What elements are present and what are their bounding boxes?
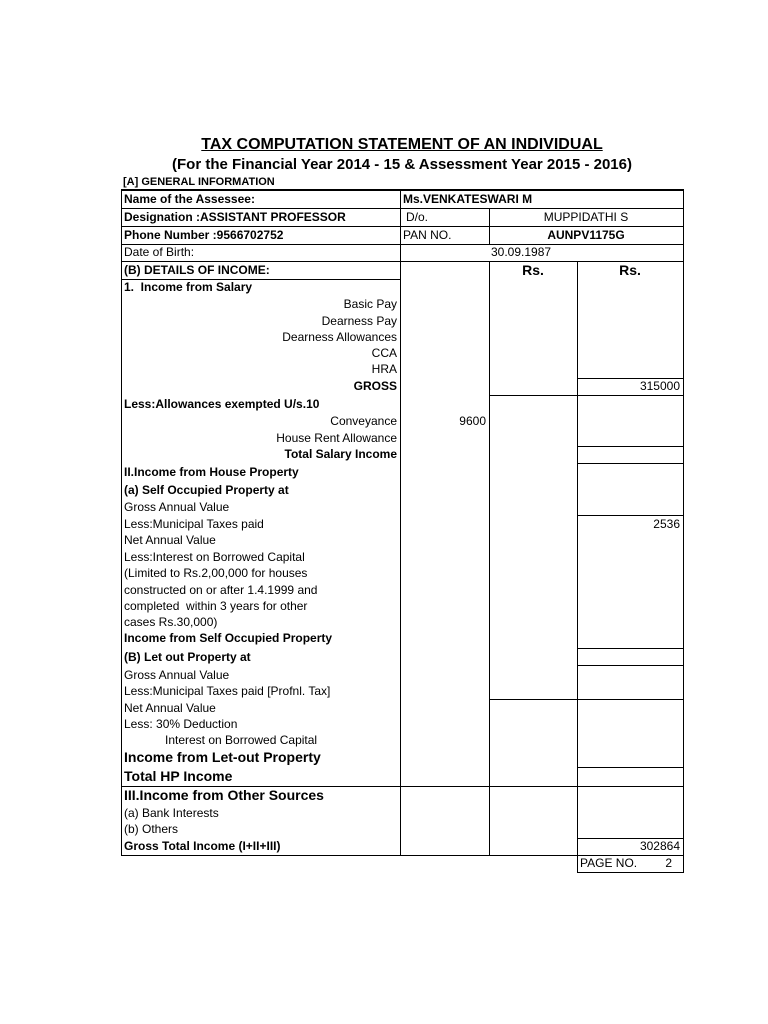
row-total-salary-income: Total Salary Income	[284, 447, 397, 461]
table-rule	[577, 872, 684, 873]
table-rule	[121, 189, 122, 856]
row-gross-annual-value: Gross Annual Value	[124, 500, 230, 514]
row-let-out-property: (B) Let out Property at	[124, 650, 251, 664]
row-note-line-2: constructed on or after 1.4.1999 and	[124, 583, 318, 597]
row-house-rent-allowance: House Rent Allowance	[276, 431, 397, 445]
row-note-line-3: completed within 3 years for other	[124, 599, 308, 613]
row-income-from-salary: 1. Income from Salary	[124, 280, 253, 294]
row-note-line-1: (Limited to Rs.2,00,000 for houses	[124, 566, 308, 580]
row-income-from-house-property: II.Income from House Property	[124, 465, 299, 479]
col3-header: Rs.	[522, 262, 544, 278]
row-let-out-gross-annual-value: Gross Annual Value	[124, 668, 230, 682]
relation-value: MUPPIDATHI S	[543, 210, 629, 224]
table-rule	[577, 463, 683, 464]
table-rule	[577, 767, 683, 768]
row-conveyance: Conveyance	[330, 414, 397, 428]
row-self-occupied-property: (a) Self Occupied Property at	[124, 483, 289, 497]
row-basic-pay: Basic Pay	[343, 297, 397, 311]
row-gross: GROSS	[353, 379, 397, 393]
table-rule	[489, 395, 683, 396]
table-rule	[683, 189, 684, 856]
gross-total-income-amount: 302864	[639, 839, 680, 853]
assessee-name-label: Name of the Assessee:	[124, 192, 255, 206]
table-rule	[577, 648, 683, 649]
page-title: TAX COMPUTATION STATEMENT OF AN INDIVIDUAL	[201, 136, 603, 153]
table-rule	[489, 261, 490, 856]
row-net-annual-value: Net Annual Value	[124, 533, 216, 547]
row-let-out-interest: Interest on Borrowed Capital	[165, 733, 318, 747]
designation: Designation :ASSISTANT PROFESSOR	[124, 210, 346, 224]
table-rule	[121, 244, 684, 245]
row-less-municipal-taxes: Less:Municipal Taxes paid	[124, 517, 264, 531]
phone-number: Phone Number :9566702752	[124, 228, 284, 242]
table-rule	[577, 665, 683, 666]
row-let-out-net-annual-value: Net Annual Value	[124, 701, 216, 715]
municipal-taxes-amount: 2536	[653, 517, 680, 531]
dob-label: Date of Birth:	[124, 245, 195, 259]
assessee-name-value: Ms.VENKATESWARI M	[403, 192, 533, 206]
pan-value: AUNPV1175G	[547, 228, 625, 242]
row-income-other-sources: III.Income from Other Sources	[124, 787, 324, 803]
relation-label: D/o.	[406, 210, 429, 224]
row-note-line-4: cases Rs.30,000)	[124, 615, 218, 629]
row-less-30-deduction: Less: 30% Deduction	[124, 717, 238, 731]
page-subtitle: (For the Financial Year 2014 - 15 & Assessment Year 2015 - 2016)	[172, 156, 632, 173]
row-dearness-pay: Dearness Pay	[321, 314, 397, 328]
row-total-hp-income: Total HP Income	[124, 768, 233, 784]
col4-header: Rs.	[619, 262, 641, 278]
table-rule	[683, 855, 684, 873]
row-gross-total-income: Gross Total Income (I+II+III)	[124, 839, 281, 853]
row-income-self-occupied: Income from Self Occupied Property	[124, 631, 333, 645]
table-rule	[400, 189, 401, 856]
row-bank-interests: (a) Bank Interests	[124, 806, 219, 820]
dob-value: 30.09.1987	[491, 245, 552, 259]
row-let-out-municipal-taxes: Less:Municipal Taxes paid [Profnl. Tax]	[124, 684, 331, 698]
table-rule	[489, 699, 683, 700]
gross-amount: 315000	[639, 379, 680, 393]
table-rule	[577, 446, 683, 447]
page-number: 2	[665, 856, 672, 870]
pan-label: PAN NO.	[403, 228, 452, 242]
row-less-allowances-exempted: Less:Allowances exempted U/s.10	[124, 397, 320, 411]
income-section-heading: (B) DETAILS OF INCOME:	[124, 263, 270, 277]
general-info-heading: [A] GENERAL INFORMATION	[123, 176, 275, 188]
table-rule	[577, 855, 578, 873]
conveyance-amount: 9600	[459, 414, 486, 428]
row-cca: CCA	[371, 346, 397, 360]
row-hra: HRA	[371, 362, 397, 376]
row-less-interest-borrowed-capital: Less:Interest on Borrowed Capital	[124, 550, 305, 564]
row-dearness-allowances: Dearness Allowances	[282, 330, 397, 344]
row-income-let-out: Income from Let-out Property	[124, 749, 321, 765]
row-others: (b) Others	[124, 822, 179, 836]
page-number-label: PAGE NO.	[580, 856, 638, 870]
